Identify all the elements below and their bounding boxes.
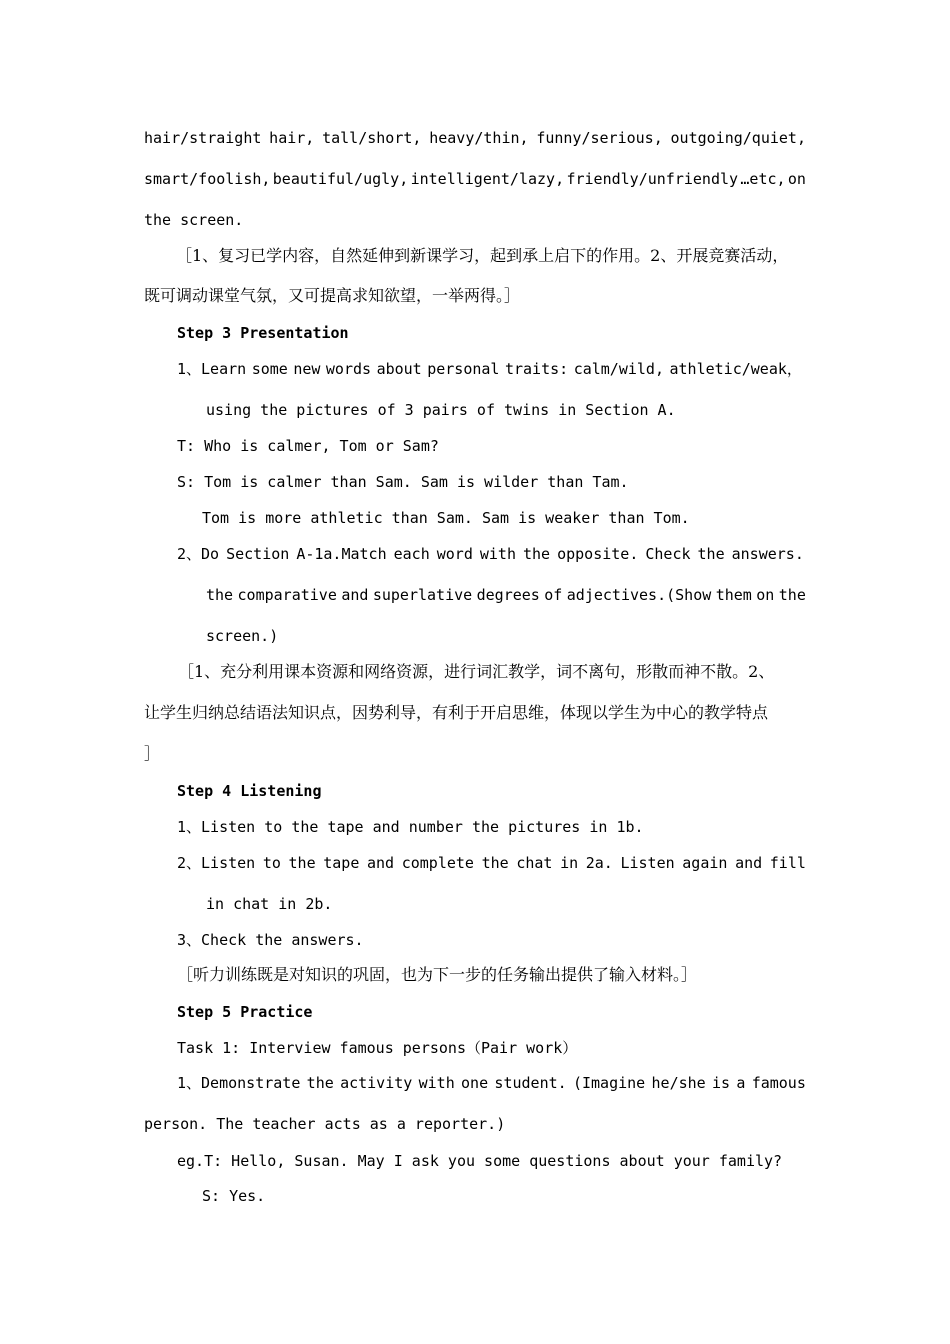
word: adjectives.(Show [566, 586, 712, 604]
word: tape [323, 854, 360, 872]
word: hair, [269, 129, 315, 147]
word: 1、Demonstrate [177, 1074, 301, 1092]
word: the [523, 545, 551, 563]
word: complete [401, 854, 474, 872]
word: the [288, 854, 316, 872]
word: 1、Learn [177, 360, 247, 378]
step5-task1: Task 1: Interview famous persons（Pair work） [177, 1039, 578, 1057]
word: on [787, 170, 806, 188]
word: hair/straight [144, 129, 262, 147]
word: 2a. [585, 854, 613, 872]
word: friendly/unfriendly [566, 170, 739, 188]
word: the [306, 1074, 334, 1092]
word: some [251, 360, 288, 378]
step5-item1-line-1 [177, 1073, 806, 1093]
word: them [715, 586, 752, 604]
word: famous [751, 1074, 806, 1092]
word: is [712, 1074, 731, 1092]
step3-item1-line-1 [177, 359, 802, 379]
word: chat [516, 854, 553, 872]
word: the [206, 586, 234, 604]
step5-heading: Step 5 Practice [177, 1003, 313, 1021]
teaching-note-2-line-3: ］ [144, 744, 161, 763]
word: the [778, 586, 806, 604]
word: new [293, 360, 321, 378]
word: beautiful/ugly, [272, 170, 409, 188]
word: comparative [237, 586, 337, 604]
word: with [418, 1074, 455, 1092]
word: tall/short, [322, 129, 422, 147]
teaching-note-1-line-1: ［1、复习已学内容，自然延伸到新课学习，起到承上启下的作用。2、开展竞赛活动， [176, 246, 789, 265]
word: in [560, 854, 579, 872]
word: activity [340, 1074, 413, 1092]
word: one [461, 1074, 489, 1092]
word: traits: [504, 360, 569, 378]
step4-item1: 1、Listen to the tape and number the pictures in 1b. [177, 818, 644, 836]
word: superlative [372, 586, 473, 604]
word: 2、Listen [177, 854, 256, 872]
step3-student-line-1: S: Tom is calmer than Sam. Sam is wilder than Tam. [177, 473, 629, 491]
word: degrees [476, 586, 540, 604]
step5-example-teacher: eg.T: Hello, Susan. May I ask you some questions about your family? [177, 1152, 783, 1170]
word: the [481, 854, 509, 872]
word: on [756, 586, 775, 604]
word: intelligent/lazy, [410, 170, 565, 188]
word: …etc, [740, 170, 786, 188]
word: personal [427, 360, 500, 378]
step3-item2-line-1 [177, 544, 804, 564]
intro-line-1 [144, 128, 806, 148]
word: Listen [620, 854, 675, 872]
word: Section [226, 545, 290, 563]
word: A-1a.Match [296, 545, 387, 563]
teaching-note-2-line-1: ［1、充分利用课本资源和网络资源，进行词汇教学，词不离句，形散而神不散。2、 [178, 662, 775, 681]
word: to [262, 854, 281, 872]
word: calm/wild, [573, 360, 664, 378]
intro-line-3: the screen. [144, 211, 244, 229]
step4-item3: 3、Check the answers. [177, 931, 364, 949]
word: 2、Do [177, 545, 220, 563]
step3-heading: Step 3 Presentation [177, 324, 349, 342]
intro-line-2 [144, 169, 806, 189]
word: he/she [651, 1074, 706, 1092]
step4-item2-line-1 [177, 853, 806, 873]
word: of [544, 586, 563, 604]
word: words [325, 360, 372, 378]
word: each [393, 545, 430, 563]
word: and [367, 854, 395, 872]
word: the [697, 545, 725, 563]
word: answers. [731, 545, 804, 563]
word: funny/serious, [536, 129, 663, 147]
word: (Imagine [572, 1074, 646, 1092]
step5-example-student: S: Yes. [202, 1187, 266, 1205]
step3-teacher-line: T: Who is calmer, Tom or Sam? [177, 437, 439, 455]
teaching-note-2-line-2: 让学生归纳总结语法知识点，因势利导，有利于开启思维，体现以学生为中心的教学特点 [144, 703, 769, 722]
word: athletic/weak， [669, 360, 802, 378]
word: fill [769, 854, 806, 872]
step4-item2-line-2: in chat in 2b. [206, 895, 333, 913]
word: with [479, 545, 516, 563]
word: student. [494, 1074, 567, 1092]
word: heavy/thin, [429, 129, 529, 147]
word: word [436, 545, 473, 563]
step5-item1-line-2: person. The teacher acts as a reporter.) [144, 1115, 506, 1133]
word: again [682, 854, 728, 872]
step4-heading: Step 4 Listening [177, 782, 322, 800]
step3-student-line-2: Tom is more athletic than Sam. Sam is weaker than Tom. [202, 509, 690, 527]
word: a [736, 1074, 746, 1092]
word: about [376, 360, 422, 378]
teaching-note-3: ［听力训练既是对知识的巩固，也为下一步的任务输出提供了输入材料。］ [177, 965, 698, 984]
step3-item2-line-2 [206, 585, 806, 605]
word: opposite. [557, 545, 639, 563]
word: outgoing/quiet, [670, 129, 806, 147]
teaching-note-1-line-2: 既可调动课堂气氛，又可提高求知欲望，一举两得。］ [144, 286, 521, 305]
word: Check [645, 545, 691, 563]
step3-item1-line-2: using the pictures of 3 pairs of twins in Section A. [206, 401, 676, 419]
step3-item2-line-3: screen.) [206, 627, 279, 645]
word: smart/foolish, [144, 170, 271, 188]
word: and [735, 854, 763, 872]
word: and [341, 586, 369, 604]
